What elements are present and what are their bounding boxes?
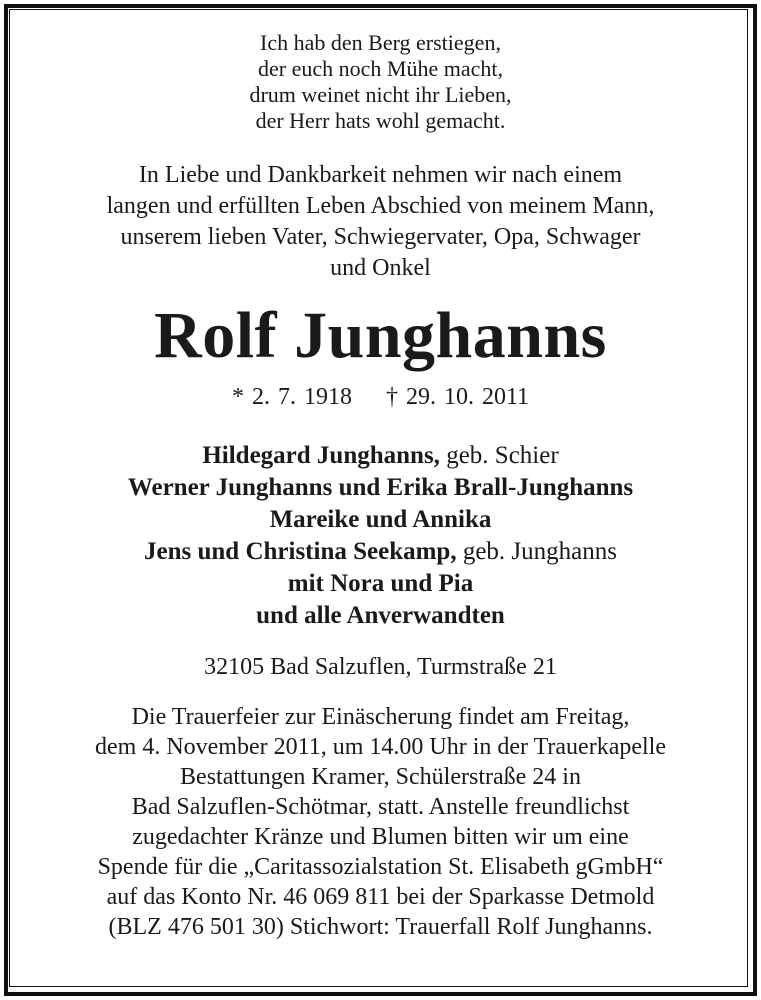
service-line: Bestattungen Kramer, Schülerstraße 24 in bbox=[180, 764, 581, 790]
intro-line: In Liebe und Dankbarkeit nehmen wir nach einem bbox=[138, 162, 623, 188]
service-line: (BLZ 476 501 30) Stichwort: Trauerfall Rolf Junghanns. bbox=[108, 914, 653, 940]
service-line: Spende für die „Caritassozialstation St. Elisabeth gGmbH“ bbox=[97, 854, 664, 880]
family-line: mit Nora und Pia bbox=[287, 570, 474, 597]
birth-date: * 2. 7. 1918 bbox=[231, 384, 352, 410]
service-info bbox=[20, 702, 741, 942]
family-line bbox=[20, 440, 741, 472]
family-name: Jens und Christina Seekamp, bbox=[144, 538, 457, 565]
service-line: Die Trauerfeier zur Einäscherung findet am Freitag, bbox=[131, 704, 630, 730]
intro-line: und Onkel bbox=[330, 255, 431, 281]
family-line bbox=[20, 536, 741, 568]
family-line: Mareike und Annika bbox=[269, 506, 492, 533]
deceased-name: Rolf Junghanns bbox=[154, 299, 607, 372]
intro-line: langen und erfüllten Leben Abschied von meinem Mann, bbox=[106, 193, 655, 219]
service-line: dem 4. November 2011, um 14.00 Uhr in der Trauerkapelle bbox=[95, 734, 666, 760]
life-dates bbox=[20, 382, 741, 412]
poem-line: drum weinet nicht ihr Lieben, bbox=[249, 82, 512, 107]
family-name: Hildegard Junghanns, bbox=[202, 442, 440, 469]
poem-line: der euch noch Mühe macht, bbox=[258, 56, 503, 81]
service-line: zugedachter Kränze und Blumen bitten wir um eine bbox=[132, 824, 629, 850]
death-date: † 29. 10. 2011 bbox=[385, 384, 530, 410]
address: 32105 Bad Salzuflen, Turmstraße 21 bbox=[204, 654, 557, 680]
poem bbox=[20, 30, 741, 134]
intro-text bbox=[20, 160, 741, 284]
service-line: auf das Konto Nr. 46 069 811 bei der Sparkasse Detmold bbox=[106, 884, 655, 910]
poem-line: Ich hab den Berg erstiegen, bbox=[260, 30, 501, 55]
obituary-notice bbox=[20, 30, 741, 942]
family-note: geb. Junghanns bbox=[456, 538, 617, 565]
family-line: und alle Anverwandten bbox=[256, 602, 505, 629]
family-note: geb. Schier bbox=[439, 442, 559, 469]
family-line: Werner Junghanns und Erika Brall-Junghanns bbox=[127, 474, 634, 501]
family-list bbox=[20, 440, 741, 632]
intro-line: unserem lieben Vater, Schwiegervater, Opa, Schwager bbox=[120, 224, 641, 250]
poem-line: der Herr hats wohl gemacht. bbox=[255, 108, 506, 133]
service-line: Bad Salzuflen-Schötmar, statt. Anstelle freundlichst bbox=[131, 794, 630, 820]
